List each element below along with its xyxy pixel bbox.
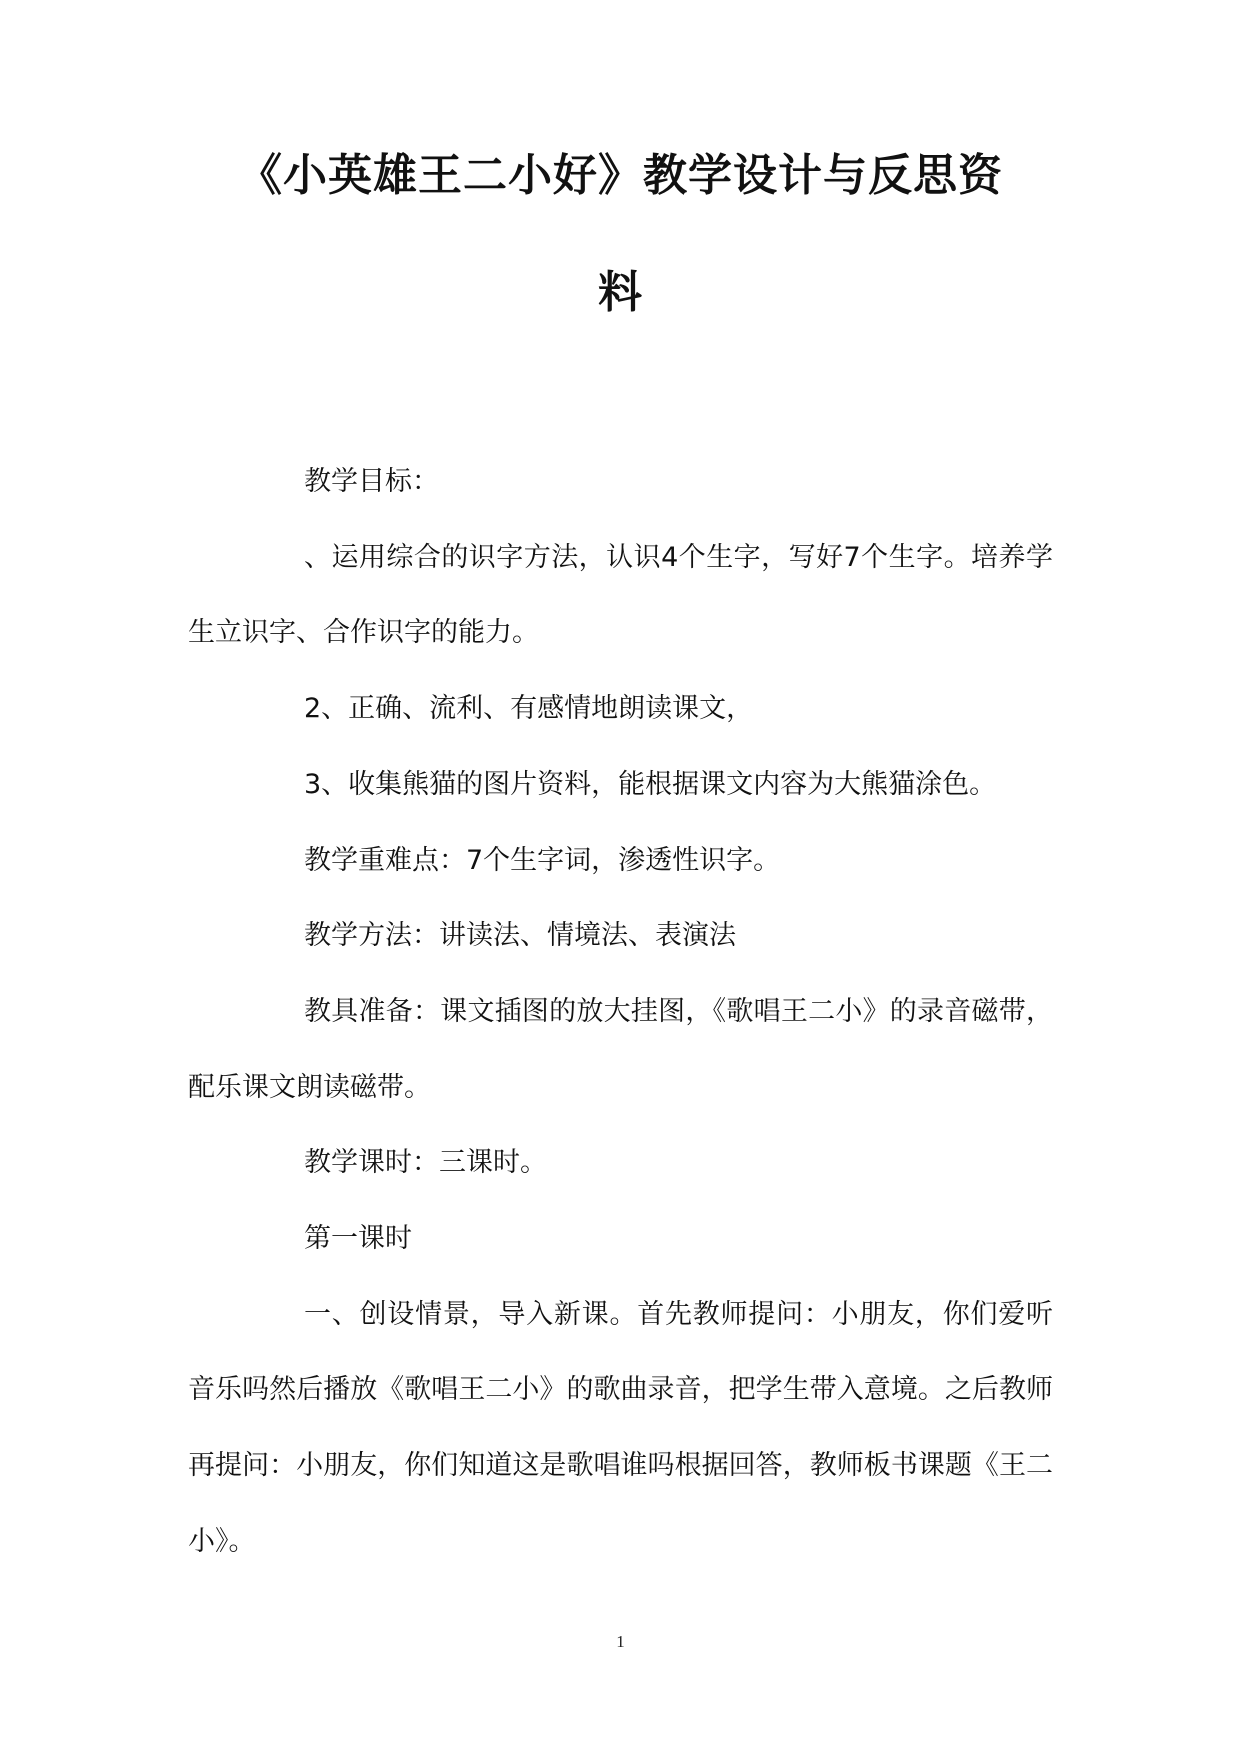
paragraph-teaching-aids: 教具准备：课文插图的放大挂图，《歌唱王二小》的录音磁带，配乐课文朗读磁带。 — [188, 995, 1053, 1103]
page-number: 1 — [616, 1632, 625, 1651]
document-title-line-1: 《小英雄王二小好》教学设计与反思资 — [238, 150, 1003, 201]
paragraph-goal-2: 2、正确、流利、有感情地朗读课文， — [304, 693, 754, 725]
paragraph-introduction: 一、创设情景，导入新课。首先教师提问：小朋友，你们爱听音乐吗然后播放《歌唱王二小》的歌曲录音，把学生带入意境。之后教师再提问：小朋友，你们知道这是歌唱谁吗根据回答，教师板书课题《王二小》。 — [188, 1298, 1053, 1557]
paragraph-teaching-methods: 教学方法：讲读法、情境法、表演法 — [304, 920, 736, 952]
document-title-line-2: 料 — [598, 267, 643, 318]
paragraph-first-lesson: 第一课时 — [304, 1223, 412, 1255]
paragraph-goal-3: 3、收集熊猫的图片资料，能根据课文内容为大熊猫涂色。 — [304, 768, 997, 800]
paragraph-teaching-goals-heading: 教学目标： — [304, 466, 439, 497]
paragraph-key-difficulties: 教学重难点：7个生字词，渗透性识字。 — [304, 844, 781, 876]
paragraph-class-hours: 教学课时：三课时。 — [304, 1147, 547, 1179]
paragraph-goal-1: 、运用综合的识字方法，认识4个生字，写好7个生字。培养学生立识字、合作识字的能力。 — [188, 541, 1053, 649]
document-body — [188, 444, 1053, 1580]
